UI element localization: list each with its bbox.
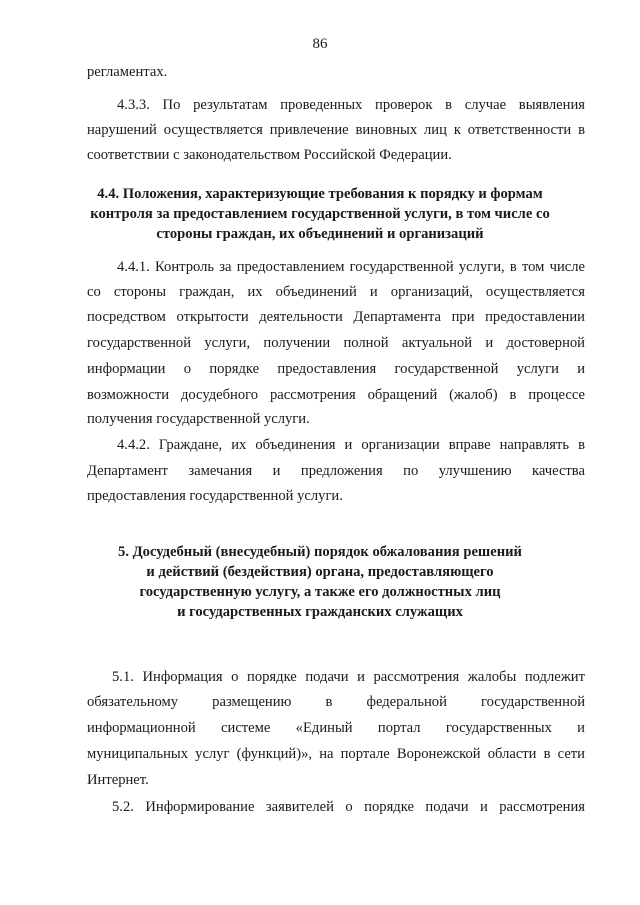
- text-line: Интернет.: [87, 772, 149, 788]
- section-heading-line: государственную услугу, а также его должностных лиц: [139, 584, 501, 600]
- text-line: информации о порядке предоставления государственной услуги и: [87, 361, 585, 377]
- text-line: обязательному размещению в федеральной государственной: [87, 694, 585, 710]
- text-line: 5.2. Информирование заявителей о порядке подачи и рассмотрения: [112, 799, 585, 815]
- text-line: 5.1. Информация о порядке подачи и рассмотрения жалобы подлежит: [112, 669, 585, 685]
- text-line: 4.4.1. Контроль за предоставлением государственной услуги, в том числе: [117, 259, 585, 275]
- text-line: со стороны граждан, их объединений и организаций, осуществляется: [87, 284, 585, 300]
- text-line: 4.4.2. Граждане, их объединения и организации вправе направлять в: [117, 437, 585, 453]
- section-heading-line: стороны граждан, их объединений и организаций: [156, 226, 484, 242]
- text-line: муниципальных услуг (функций)», на портале Воронежской области в сети: [87, 746, 585, 762]
- text-line: посредством открытости деятельности Департамента при предоставлении: [87, 309, 585, 325]
- text-line: возможности досудебного рассмотрения обращений (жалоб) в процессе: [87, 387, 585, 403]
- page-number: 86: [312, 36, 328, 52]
- text-line: государственной услуги, получении полной актуальной и достоверной: [87, 335, 585, 351]
- text-line: получения государственной услуги.: [87, 411, 310, 427]
- text-line: Департамент замечания и предложения по улучшению качества: [87, 463, 585, 479]
- text-line: нарушений осуществляется привлечение виновных лиц к ответственности в: [87, 122, 585, 138]
- text-line: информационной системе «Единый портал государственных и: [87, 720, 585, 736]
- section-heading-line: контроля за предоставлением государственной услуги, в том числе со: [90, 206, 550, 222]
- section-heading-line: и действий (бездействия) органа, предоставляющего: [146, 564, 494, 580]
- text-line: соответствии с законодательством Российской Федерации.: [87, 147, 452, 163]
- section-heading-line: 5. Досудебный (внесудебный) порядок обжалования решений: [118, 544, 522, 560]
- section-heading-line: 4.4. Положения, характеризующие требования к порядку и формам: [97, 186, 543, 202]
- text-line: регламентах.: [87, 64, 168, 80]
- section-heading-line: и государственных гражданских служащих: [177, 604, 463, 620]
- text-line: предоставления государственной услуги.: [87, 488, 343, 504]
- text-line: 4.3.3. По результатам проведенных проверок в случае выявления: [117, 97, 585, 113]
